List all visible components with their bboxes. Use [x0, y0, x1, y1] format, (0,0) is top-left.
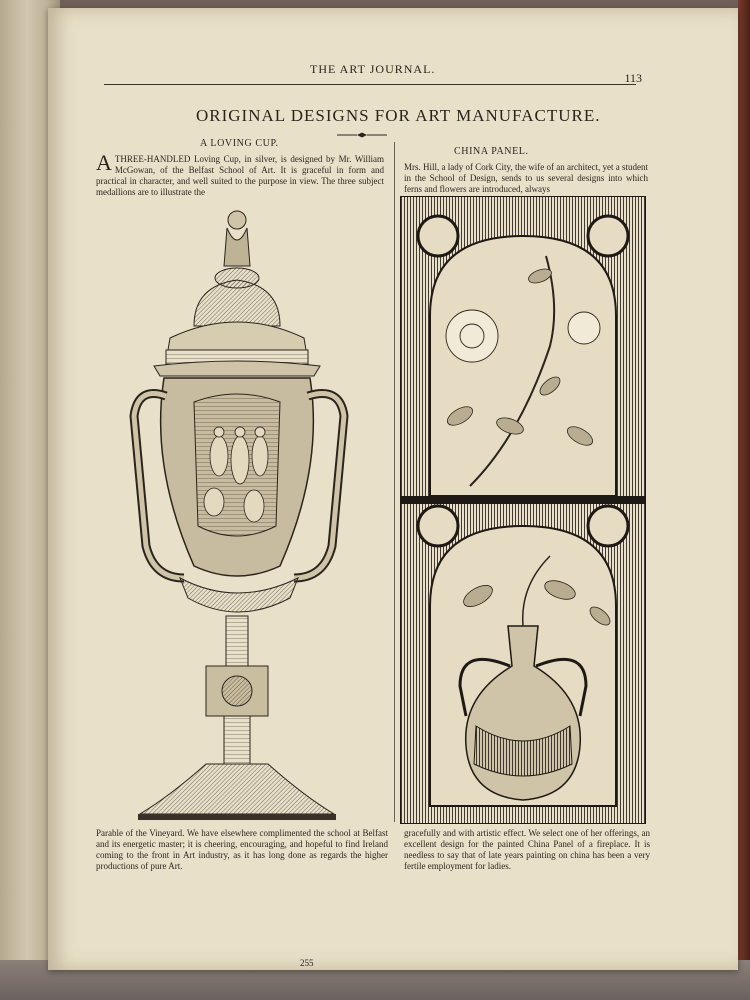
- page-number: 113: [624, 71, 642, 85]
- book-cover-edge: [738, 0, 750, 1000]
- column-divider: [394, 142, 395, 822]
- title-ornament: [337, 132, 387, 138]
- footer-folio: 255: [300, 958, 314, 968]
- loving-cup-intro-text: THREE-HANDLED Loving Cup, in silver, is designed by Mr. William McGowan, of the Belfast School of Art. It is graceful in form and practical in character, and well suited to the purpose in view. The three subject medallions are to illustrate the: [96, 154, 384, 197]
- loving-cup-continuation: Parable of the Vineyard. We have elsewhere complimented the school at Belfast and its energetic master; it is cheering, encouraging, and hopeful to find Ireland coming to the front in Art industry, as it has long done as regards the higher productions of pure Art.: [96, 828, 388, 871]
- loving-cup-intro: [96, 150, 384, 198]
- page-title: ORIGINAL DESIGNS FOR ART MANUFACTURE.: [196, 106, 601, 125]
- loving-cup-heading: A LOVING CUP.: [200, 138, 279, 149]
- china-panel-heading: CHINA PANEL.: [454, 146, 529, 157]
- china-panel-continuation: gracefully and with artistic effect. We select one of her offerings, an excellent design for the painted China Panel of a fireplace. It is needless to say that of late years painting on china has been a very fertile employment for ladies.: [404, 828, 650, 871]
- loving-cup-engraving: [94, 206, 394, 834]
- book-page: [48, 8, 738, 970]
- china-panel-intro: Mrs. Hill, a lady of Cork City, the wife of an architect, yet a student in the School of Design, sends to us several designs into which ferns and flowers are introduced, always: [404, 162, 648, 194]
- china-panel-engraving: [400, 196, 646, 824]
- running-head: THE ART JOURNAL.: [310, 62, 436, 76]
- dropcap: A: [96, 150, 112, 175]
- header-rule: [104, 84, 636, 85]
